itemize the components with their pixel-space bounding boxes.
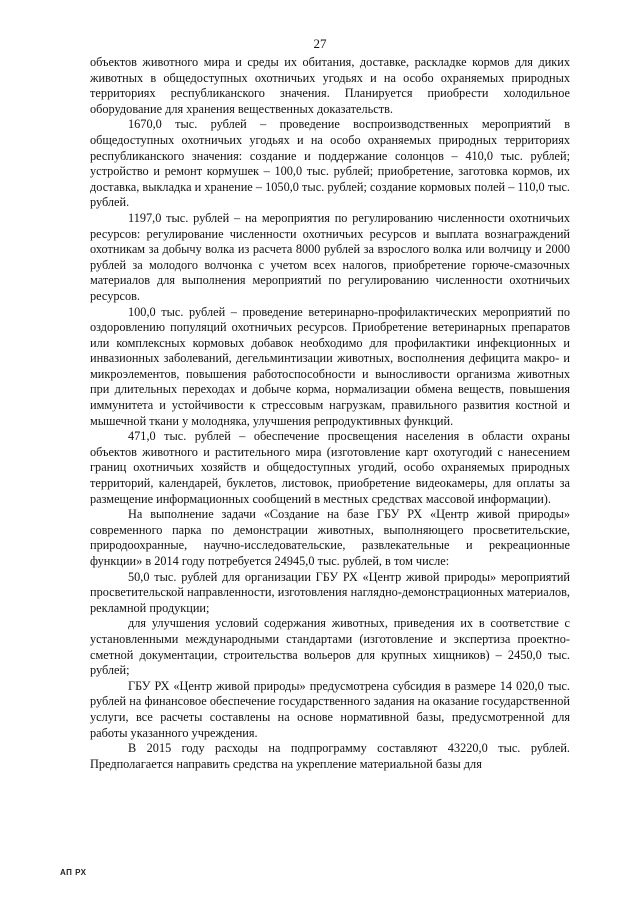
page-number: 27 [313, 36, 327, 51]
paragraph-population-regulation: 1197,0 тыс. рублей – на мероприятия по регулированию численности охотничьих ресурсов: регулирование численности охотничьих ресурсов и выплата вознаграждений охотникам за добычу волка из расчета 8000 рублей за взрослого волка или волчицу и 2000 рублей за молодого волчонка с учетом всех налогов, приобретение горюче-смазочных материалов для выполнения мероприятий по регулированию численности охотничьих ресурсов. [90, 210, 570, 303]
paragraph-animal-conditions: для улучшения условий содержания животных, приведения их в соответствие с установленными международными стандартами (изготовление и экспертиза проектно-сметной документации, строительства вольеров для крупных хищников) – 2450,0 тыс. рублей; [90, 616, 570, 678]
document-body [90, 55, 570, 772]
paragraph-public-education: 471,0 тыс. рублей – обеспечение просвещения населения в области охраны объектов животного и растительного мира (изготовление карт охотугодий с нанесением границ охотничьих хозяйств и общедоступных угодий, особо охраняемых природных территорий, календарей, буклетов, листовок, приобретение видеокамеры, для оплаты за размещение информационных сообщений в местных средствах массовой информации). [90, 429, 570, 506]
paragraph-reproduction-measures: 1670,0 тыс. рублей – проведение воспроизводственных мероприятий в общедоступных охотничьих угодьях и на особо охраняемых природных территориях республиканского значения: создание и поддержание солонцов – 410,0 тыс. рублей; устройство и ремонт кормушек – 100,0 тыс. рублей; приобретение, заготовка кормов, их доставка, выкладка и хранение – 1050,0 тыс. рублей; создание кормовых полей – 110,0 тыс. рублей. [90, 117, 570, 210]
footer-mark: АП РХ [60, 868, 87, 877]
paragraph-subsidy: ГБУ РХ «Центр живой природы» предусмотрена субсидия в размере 14 020,0 тыс. рублей на финансовое обеспечение государственного задания на оказание государственной услуги, все расчеты составлены на основе нормативной базы, предусмотренной для работы указанного учреждения. [90, 678, 570, 740]
paragraph-educational-events: 50,0 тыс. рублей для организации ГБУ РХ «Центр живой природы» мероприятий просветительской направленности, изготовления наглядно-демонстрационных материалов, рекламной продукции; [90, 569, 570, 615]
paragraph-nature-center-task: На выполнение задачи «Создание на базе ГБУ РХ «Центр живой природы» современного парка по демонстрации животных, выполняющего просветительские, природоохранные, научно-исследовательские, развлекательные и рекреационные функции» в 2014 году потребуется 24945,0 тыс. рублей, в том числе: [90, 507, 570, 568]
paragraph-veterinary-measures: 100,0 тыс. рублей – проведение ветеринарно-профилактических мероприятий по оздоровлению популяций охотничьих ресурсов. Приобретение ветеринарных препаратов или комплексных кормовых добавок необходимо для профилактики инфекционных и инвазионных заболеваний, дегельминтизации животных, восполнения дефицита макро- и микроэлементов, повышения работоспособности и выносливости организма животных при длительных переходах и добыче корма, нормализации обмена веществ, повышения иммунитета и устойчивости к стрессовым нагрузкам, правильного развития костной и мышечной ткани у молодняка, улучшения репродуктивных функций. [90, 304, 570, 428]
paragraph-2015-expenses: В 2015 году расходы на подпрограмму составляют 43220,0 тыс. рублей. Предполагается направить средства на укрепление материальной базы для [90, 741, 570, 771]
paragraph-continuation: объектов животного мира и среды их обитания, доставке, раскладке кормов для диких животных в общедоступных охотничьих угодьях и на особо охраняемых природных территориях республиканского значения. Планируется приобрести холодильное оборудование для хранения вещественных доказательств. [90, 55, 570, 116]
